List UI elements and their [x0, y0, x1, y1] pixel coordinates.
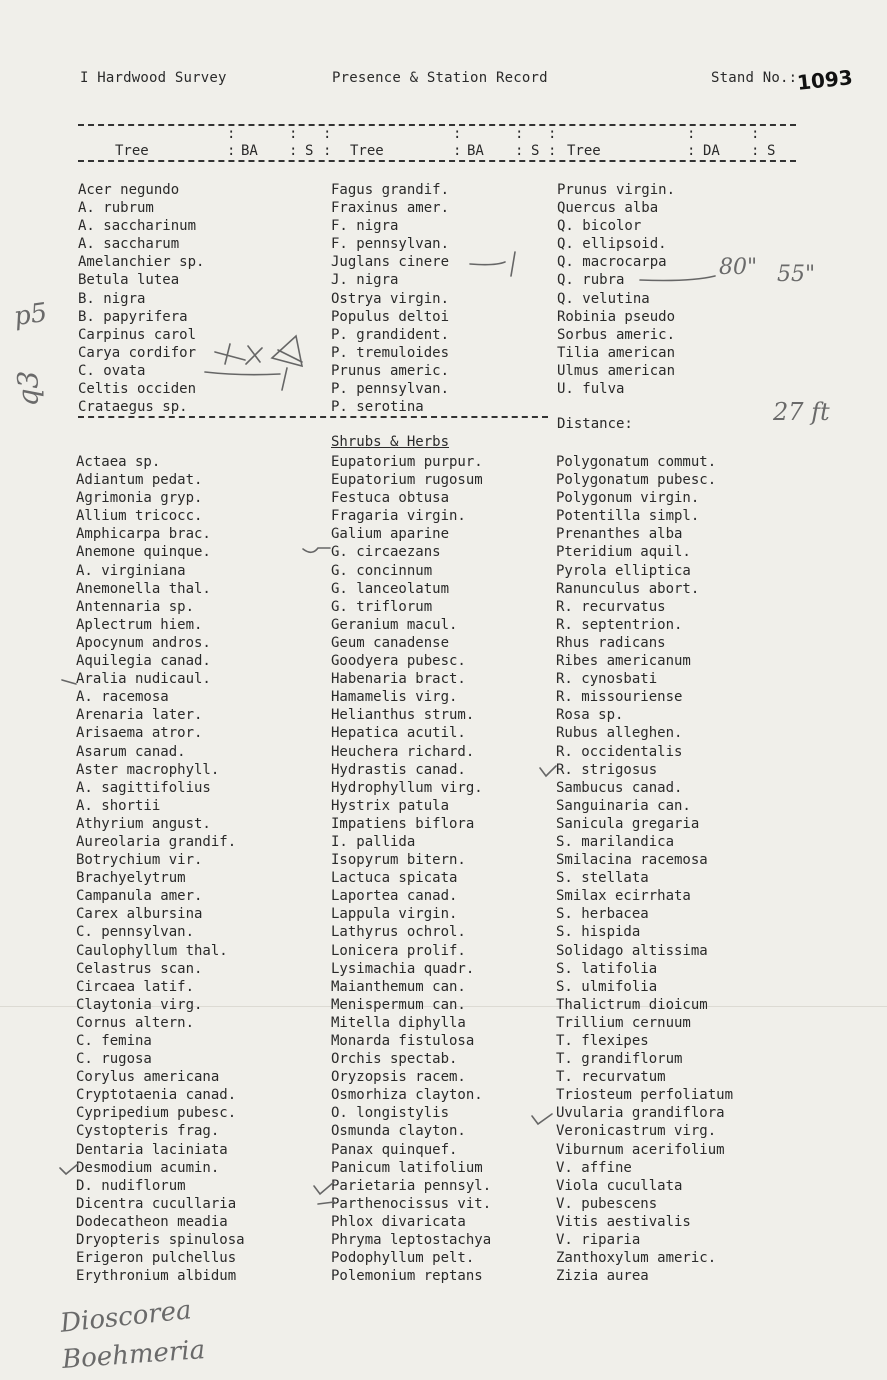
herb-species: Carex albursina: [76, 906, 203, 923]
herb-species: Rosa sp.: [556, 707, 624, 724]
tree-species: Tilia american: [557, 344, 676, 361]
herb-species: S. ulmifolia: [556, 978, 658, 995]
tree-species: P. serotina: [331, 399, 424, 416]
herb-species: Potentilla simpl.: [556, 508, 700, 525]
herb-species: Lactuca spicata: [331, 870, 458, 887]
herb-species: Thalictrum dioicum: [556, 996, 708, 1013]
tree-species: Celtis occiden: [78, 381, 197, 398]
herb-species: Erigeron pulchellus: [76, 1250, 237, 1267]
herb-species: Hydrastis canad.: [331, 761, 466, 778]
herb-species: Parthenocissus vit.: [331, 1195, 492, 1212]
tree-species: Sorbus americ.: [557, 326, 676, 343]
herb-species: Celastrus scan.: [76, 960, 203, 977]
col-header-ba-1: BA: [241, 143, 258, 159]
herb-species: Podophyllum pelt.: [331, 1250, 475, 1267]
tree-species: F. pennsylvan.: [331, 236, 450, 253]
handwritten-note-boehmeria: Boehmeria: [61, 1335, 207, 1375]
herb-species: Festuca obtusa: [331, 490, 450, 507]
pencil-tally-ovata: [282, 368, 287, 390]
herb-species: O. longistylis: [331, 1105, 450, 1122]
herb-species: S. marilandica: [556, 833, 675, 850]
herb-species: Trillium cernuum: [556, 1014, 691, 1031]
tree-list-column-3: [557, 181, 675, 398]
herb-species: Arisaema atror.: [76, 725, 203, 742]
tree-species: Q. rubra: [557, 272, 625, 289]
herb-species: Habenaria bract.: [331, 671, 466, 688]
herb-species: R. recurvatus: [556, 598, 666, 615]
herb-list-column-1: [76, 453, 245, 1285]
herb-species: Viburnum acerifolium: [556, 1141, 725, 1158]
herb-species: Polygonatum pubesc.: [556, 472, 717, 489]
herb-species: Monarda fistulosa: [331, 1033, 475, 1049]
col-header-da: DA: [703, 143, 720, 159]
tree-species: Carpinus carol: [78, 326, 197, 343]
tree-species: C. ovata: [78, 362, 146, 379]
herb-species: T. flexipes: [556, 1033, 649, 1049]
handwritten-p5: p5: [12, 297, 50, 333]
tree-species: Fagus grandif.: [331, 182, 450, 198]
herb-species: Claytonia virg.: [76, 996, 203, 1013]
herb-species: C. rugosa: [76, 1051, 152, 1068]
herb-species: Dryopteris spinulosa: [76, 1232, 245, 1249]
tree-species: Betula lutea: [78, 272, 180, 289]
herb-species: C. femina: [76, 1033, 152, 1049]
herb-species: Actaea sp.: [76, 454, 161, 470]
col-header-tree-1: Tree: [115, 143, 149, 159]
herb-species: Zizia aurea: [556, 1268, 649, 1285]
herb-species: Menispermum can.: [331, 996, 466, 1013]
handwritten-80in: 80": [719, 255, 758, 280]
tree-species: Ulmus american: [557, 362, 676, 379]
herb-species: Allium tricocc.: [76, 508, 203, 525]
herb-species: Heuchera richard.: [331, 743, 475, 760]
herb-species: Agrimonia gryp.: [76, 490, 203, 507]
herb-species: Sanguinaria can.: [556, 797, 691, 814]
herb-species: Smilacina racemosa: [556, 852, 708, 869]
herb-species: Osmunda clayton.: [331, 1123, 466, 1140]
col-header-tree-3: Tree: [567, 143, 601, 159]
herb-species: Hystrix patula: [331, 797, 450, 814]
distance-label: Distance:: [557, 416, 633, 432]
tree-species: Populus deltoi: [331, 308, 450, 325]
tree-species: Prunus americ.: [331, 362, 450, 379]
herb-species: S. hispida: [556, 924, 641, 941]
herb-species: Campanula amer.: [76, 888, 203, 905]
herb-species: Hamamelis virg.: [331, 689, 458, 706]
header-bottom-rule: [78, 160, 796, 162]
tree-species: Prunus virgin.: [557, 182, 676, 198]
herb-species: T. grandiflorum: [556, 1051, 683, 1068]
herb-species: Aquilegia canad.: [76, 653, 211, 670]
herb-species: Dicentra cucullaria: [76, 1195, 237, 1212]
herb-species: C. pennsylvan.: [76, 924, 195, 941]
herb-species: Goodyera pubesc.: [331, 653, 466, 670]
tree-species: Juglans cinere: [331, 254, 450, 271]
pencil-tally-juglans: [511, 252, 515, 276]
herb-species: Eupatorium purpur.: [331, 454, 483, 470]
herb-species: S. herbacea: [556, 906, 649, 923]
herb-species: V. riparia: [556, 1232, 641, 1249]
herb-species: Geum canadense: [331, 634, 450, 651]
tree-species: B. nigra: [78, 290, 146, 307]
tree-species: Q. bicolor: [557, 218, 642, 235]
herb-species: R. missouriense: [556, 689, 683, 706]
herb-species: Smilax ecirrhata: [556, 888, 691, 905]
tree-species: U. fulva: [557, 381, 625, 398]
pencil-dash-ovata: [205, 372, 280, 375]
tree-species: P. grandident.: [331, 326, 450, 343]
tree-species: A. saccharinum: [78, 218, 197, 235]
handwritten-q3: q3: [11, 370, 45, 407]
herb-species: Aralia nudicaul.: [76, 671, 211, 688]
herb-species: Prenanthes alba: [556, 526, 683, 543]
herb-species: R. septentrion.: [556, 616, 683, 633]
herb-species: Eupatorium rugosum: [331, 472, 483, 489]
pencil-triangle-mark: [272, 336, 302, 366]
herb-species: Botrychium vir.: [76, 852, 203, 869]
herb-species: Amphicarpa brac.: [76, 526, 211, 543]
herb-species: Veronicastrum virg.: [556, 1123, 717, 1140]
herb-species: Lonicera prolif.: [331, 942, 466, 959]
herb-list-column-2: [331, 453, 491, 1285]
herb-species: Mitella diphylla: [331, 1014, 466, 1031]
herb-species: Ranunculus abort.: [556, 580, 700, 597]
herb-species: Maianthemum can.: [331, 978, 466, 995]
herb-species: G. circaezans: [331, 544, 441, 561]
herb-species: Polygonatum commut.: [556, 454, 717, 470]
tree-species: Acer negundo: [78, 182, 180, 198]
herb-species: Laportea canad.: [331, 888, 458, 905]
herb-species: Triosteum perfoliatum: [556, 1087, 734, 1104]
herb-species: Erythronium albidum: [76, 1268, 237, 1285]
herb-species: Cystopteris frag.: [76, 1123, 220, 1140]
herb-species: A. virginiana: [76, 562, 186, 579]
herb-species: Helianthus strum.: [331, 707, 475, 724]
col-header-tree-2: Tree: [350, 143, 384, 159]
pencil-dash-juglans: [470, 262, 505, 265]
herb-species: G. lanceolatum: [331, 580, 450, 597]
herb-species: Arenaria later.: [76, 707, 203, 724]
herb-species: Sanicula gregaria: [556, 815, 700, 832]
herb-species: Polemonium reptans: [331, 1268, 483, 1285]
herb-species: Zanthoxylum americ.: [556, 1250, 717, 1267]
herb-species: Sambucus canad.: [556, 779, 683, 796]
herb-species: R. occidentalis: [556, 743, 683, 760]
herb-species: Lysimachia quadr.: [331, 960, 475, 977]
tree-species: P. tremuloides: [331, 344, 450, 361]
col-header-s-1: S: [305, 143, 314, 159]
pencil-xx-mark: [215, 344, 262, 364]
herb-species: Panax quinquef.: [331, 1141, 458, 1158]
herb-species: Aureolaria grandif.: [76, 833, 237, 850]
herb-species: Circaea latif.: [76, 978, 195, 995]
handwritten-27ft: 27 ft: [773, 398, 830, 426]
herb-species: Solidago altissima: [556, 942, 708, 959]
herb-species: V. affine: [556, 1159, 632, 1176]
tree-species: Q. macrocarpa: [557, 254, 667, 271]
herb-species: Geranium macul.: [331, 616, 458, 633]
form-subtitle: Presence & Station Record: [332, 70, 548, 86]
tree-species: Q. ellipsoid.: [557, 236, 667, 253]
stand-label: Stand No.:: [711, 70, 798, 86]
herb-species: Oryzopsis racem.: [331, 1069, 466, 1086]
col-header-s-2: S: [531, 143, 540, 159]
form-title: I Hardwood Survey: [80, 70, 227, 86]
herb-species: Dodecatheon meadia: [76, 1213, 228, 1230]
tree-species: Fraxinus amer.: [331, 200, 450, 217]
herb-species: Orchis spectab.: [331, 1051, 458, 1068]
herb-species: G. triflorum: [331, 598, 433, 615]
col-header-s-3: S: [767, 143, 776, 159]
tree-species: Amelanchier sp.: [78, 254, 205, 271]
herb-species: Hydrophyllum virg.: [331, 779, 483, 796]
herb-species: Adiantum pedat.: [76, 472, 203, 489]
herb-species: Panicum latifolium: [331, 1159, 483, 1176]
tree-section-rule: [78, 416, 548, 418]
herb-species: Phryma leptostachya: [331, 1232, 492, 1249]
herb-species: Galium aparine: [331, 526, 450, 543]
check-uvularia: [532, 1114, 552, 1124]
herb-species: Asarum canad.: [76, 743, 186, 760]
tree-species: P. pennsylvan.: [331, 381, 450, 398]
herb-list-column-3: [556, 453, 733, 1285]
tree-species: A. rubrum: [78, 200, 154, 217]
herb-species: T. recurvatum: [556, 1069, 666, 1086]
tree-species: Carya cordifor: [78, 344, 197, 361]
tree-species: Robinia pseudo: [557, 308, 676, 325]
check-rubus: [540, 766, 556, 776]
tree-list-column-2: [331, 181, 449, 416]
herb-species: Antennaria sp.: [76, 598, 195, 615]
herb-species: Lappula virgin.: [331, 906, 458, 923]
herb-species: Pteridium aquil.: [556, 544, 691, 561]
shrubs-herbs-heading: Shrubs & Herbs: [331, 434, 450, 450]
tree-species: Crataegus sp.: [78, 399, 188, 416]
herb-species: Anemonella thal.: [76, 580, 211, 597]
herb-species: A. racemosa: [76, 689, 169, 706]
herb-species: Cornus altern.: [76, 1014, 195, 1031]
herb-species: Aplectrum hiem.: [76, 616, 203, 633]
herb-species: Desmodium acumin.: [76, 1159, 220, 1176]
herb-species: Apocynum andros.: [76, 634, 211, 651]
herb-species: Corylus americana: [76, 1069, 220, 1086]
herb-species: Ribes americanum: [556, 653, 691, 670]
herb-species: Vitis aestivalis: [556, 1213, 691, 1230]
herb-species: Parietaria pennsyl.: [331, 1177, 492, 1194]
stand-number-stamp: 1093: [795, 65, 854, 95]
tree-species: A. saccharum: [78, 236, 180, 253]
herb-species: Viola cucullata: [556, 1177, 683, 1194]
tree-species: Quercus alba: [557, 200, 659, 217]
herb-species: Fragaria virgin.: [331, 508, 466, 525]
check-galium: [303, 548, 330, 552]
herb-species: Impatiens biflora: [331, 815, 475, 832]
col-header-ba-2: BA: [467, 143, 484, 159]
herb-species: A. sagittifolius: [76, 779, 211, 796]
herb-species: A. shortii: [76, 797, 161, 814]
herb-species: G. concinnum: [331, 562, 433, 579]
herb-species: V. pubescens: [556, 1195, 658, 1212]
herb-species: Anemone quinque.: [76, 544, 211, 561]
herb-species: Polygonum virgin.: [556, 490, 700, 507]
tree-species: J. nigra: [331, 272, 399, 289]
herb-species: Hepatica acutil.: [331, 725, 466, 742]
herb-species: Phlox divaricata: [331, 1213, 466, 1230]
herb-species: Uvularia grandiflora: [556, 1105, 725, 1122]
tree-list-column-1: [78, 181, 204, 416]
herb-species: Athyrium angust.: [76, 815, 211, 832]
herb-species: R. cynosbati: [556, 671, 658, 688]
herb-species: Osmorhiza clayton.: [331, 1087, 483, 1104]
herb-species: S. latifolia: [556, 960, 658, 977]
herb-species: Aster macrophyll.: [76, 761, 220, 778]
handwritten-note-dioscorea: Dioscorea: [58, 1295, 193, 1339]
handwritten-55in: 55": [777, 262, 816, 287]
herb-species: Brachyelytrum: [76, 870, 186, 887]
herb-species: Rhus radicans: [556, 634, 666, 651]
tree-species: Q. velutina: [557, 290, 650, 307]
herb-species: Cryptotaenia canad.: [76, 1087, 237, 1104]
herb-species: Dentaria laciniata: [76, 1141, 228, 1158]
herb-species: R. strigosus: [556, 761, 658, 778]
tree-species: Ostrya virgin.: [331, 290, 450, 307]
herb-species: Rubus alleghen.: [556, 725, 683, 742]
herb-species: D. nudiflorum: [76, 1177, 186, 1194]
herb-species: I. pallida: [331, 833, 416, 850]
herb-species: Pyrola elliptica: [556, 562, 691, 579]
herb-species: Caulophyllum thal.: [76, 942, 228, 959]
tree-species: B. papyrifera: [78, 308, 188, 325]
check-aralia: [62, 680, 76, 684]
tree-species: F. nigra: [331, 218, 399, 235]
herb-species: S. stellata: [556, 870, 649, 887]
herb-species: Lathyrus ochrol.: [331, 924, 466, 941]
survey-form-page: I Hardwood Survey Presence & Station Record Stand No.: 1093 : : : : : : : : Tree : BA : S : Tree : BA : S : Tree : DA : S Acer negundo A. rubrum A. saccharinum A. saccharum Amelanchier sp. Betula lutea B. nigra B. papyrifera Carpinus carol Carya cordifor C. ovata Celtis occiden Crataegus sp. Fagus grandif. Fraxinus amer. F. nigra F. pennsylvan. Juglans cinere J. nigra Ostrya virgin. Populus deltoi P. grandident. P. tremuloides Prunus americ. P. pennsylvan. P. serotina Prunus virgin. Quercus alba Q. bicolor Q. ellipsoid. Q. macrocarpa Q. rubra Q. velutina Robinia pseudo Sorbus americ. Tilia american Ulmus american U. fulva Distance: Shrubs & Herbs Actaea sp. Adiantum pedat. Agrimonia gryp. Allium tricocc. Amphicarpa brac. Anemone quinque. A. virginiana Anemonella thal. Antennaria sp. Aplectrum hiem. Apocynum andros. Aquilegia canad. Aralia nudicaul. A. racemosa Arenaria later. Arisaema atror. Asarum canad. Aster macrophyll. A. sagittifolius A. shortii Athyrium angust. Aureolaria grandif. Botrychium vir. Brachyelytrum Campanula amer. Carex albursina C. pennsylvan. Caulophyllum thal. Celastrus scan. Circaea latif. Claytonia virg. Cornus altern. C. femina C. rugosa Corylus americana Cryptotaenia canad. Cypripedium pubesc. Cystopteris frag. Dentaria laciniata Desmodium acumin. D. nudiflorum Dicentra cucullaria Dodecatheon meadia Dryopteris spinulosa Erigeron pulchellus Erythronium albidum Eupatorium purpur. Eupatorium rugosum Festuca obtusa Fragaria virgin. Galium aparine G. circaezans G. concinnum G. lanceolatum G. triflorum Geranium macul. Geum canadense Goodyera pubesc. Habenaria bract. Hamamelis virg. Helianthus strum. Hepatica acutil. Heuchera richard. Hydrastis canad. Hydrophyllum virg. Hystrix patula Impatiens biflora I. pallida Isopyrum bitern. Lactuca spicata Laportea canad. Lappula virgin. Lathyrus ochrol. Lonicera prolif. Lysimachia quadr. Maianthemum can. Menispermum can. Mitella diphylla Monarda fistulosa Orchis spectab. Oryzopsis racem. Osmorhiza clayton. O. longistylis Osmunda clayton. Panax quinquef. Panicum latifolium Parietaria pennsyl. Parthenocissus vit. Phlox divaricata Phryma leptostachya Podophyllum pelt. Polemonium reptans Polygonatum commut. Polygonatum pubesc. Polygonum virgin. Potentilla simpl. Prenanthes alba Pteridium aquil. Pyrola elliptica Ranunculus abort. R. recurvatus R. septentrion. Rhus radicans Ribes americanum R. cynosbati R. missouriense Rosa sp. Rubus alleghen. R. occidentalis R. strigosus Sambucus canad. Sanguinaria can. Sanicula gregaria S. marilandica Smilacina racemosa S. stellata Smilax ecirrhata S. herbacea S. hispida Solidago altissima S. latifolia S. ulmifolia Thalictrum dioicum Trillium cernuum T. flexipes T. grandiflorum T. recurvatum Triosteum perfoliatum Uvularia grandiflora Veronicastrum virg. Viburnum acerifolium V. affine Viola cucullata V. pubescens Vitis aestivalis V. riparia Zanthoxylum americ. Zizia aurea p5 q3 80" 55" 27 ft Dioscorea Boehmeria: [0, 0, 887, 1380]
herb-species: Isopyrum bitern.: [331, 852, 466, 869]
herb-species: Cypripedium pubesc.: [76, 1105, 237, 1122]
